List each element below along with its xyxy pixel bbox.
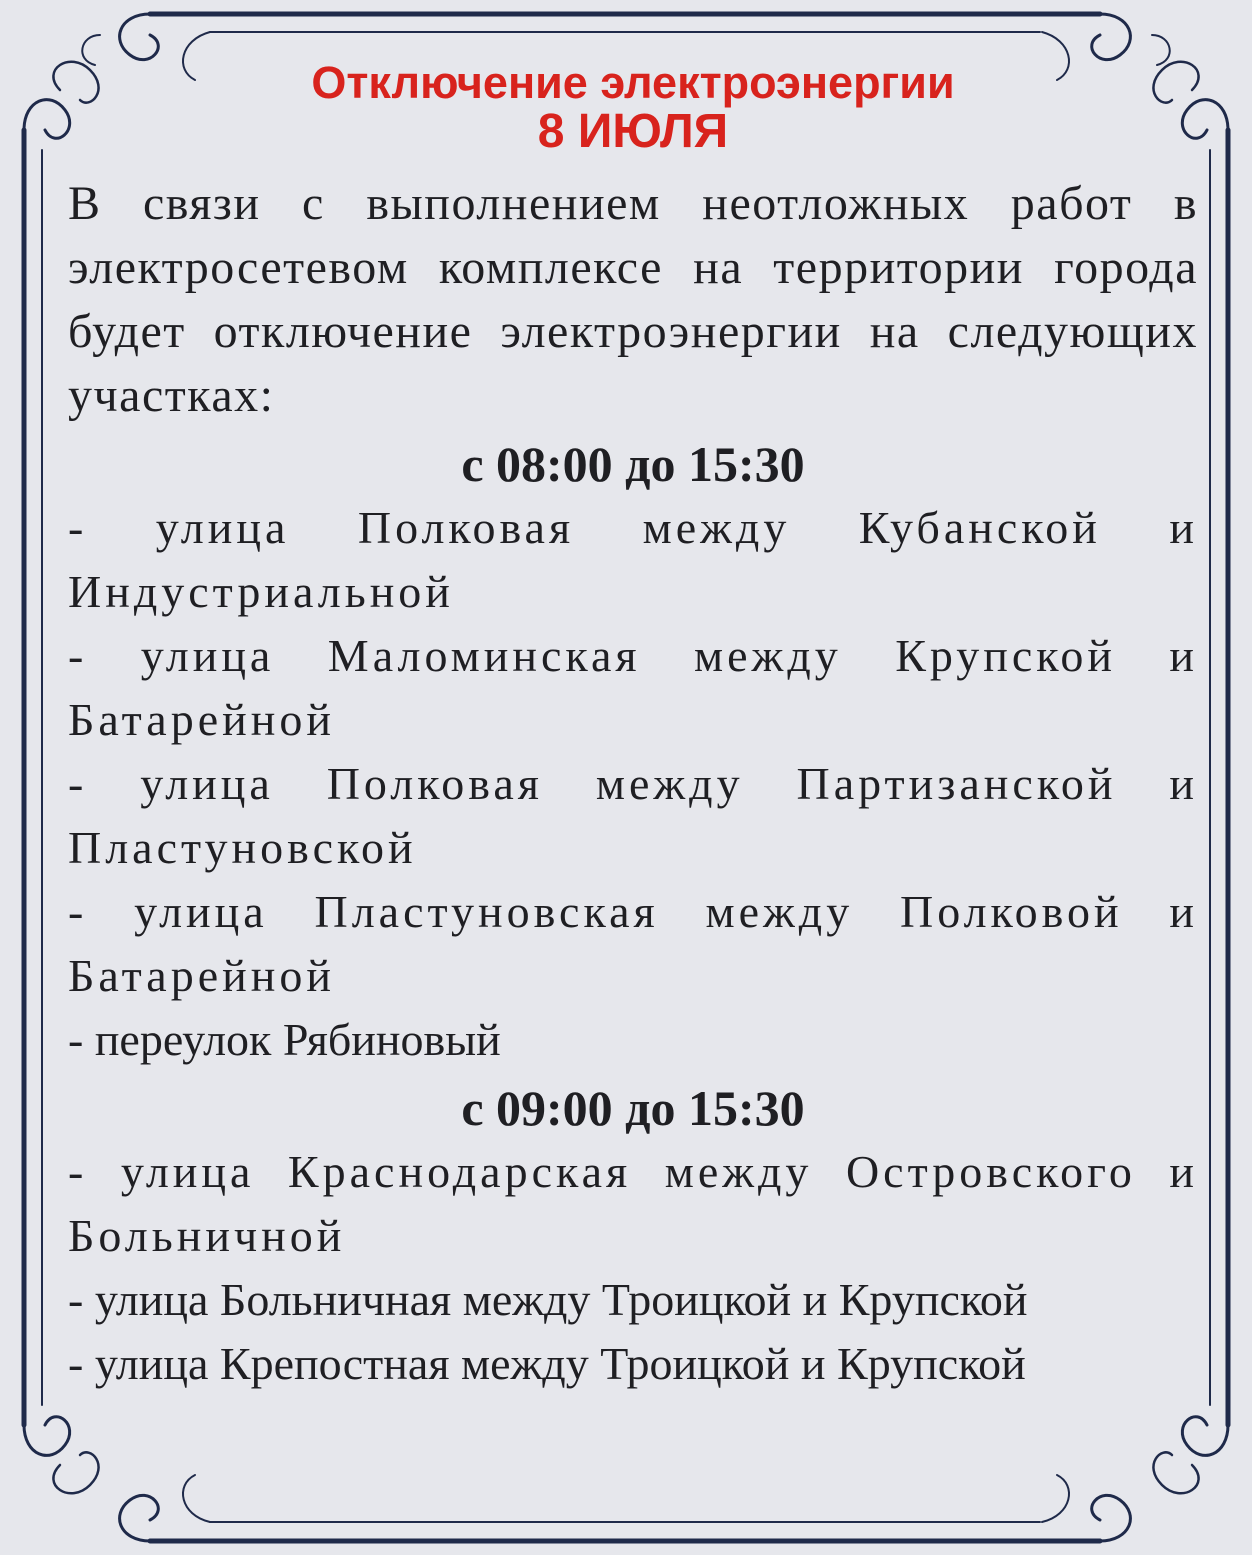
time-range-header: с 09:00 до 15:30	[461, 1080, 805, 1136]
list-item: - улица Пластуновская между Полковой и Батарейной	[68, 886, 1198, 1001]
list-item: - переулок Рябиновый	[68, 1014, 501, 1065]
list-item: - улица Полковая между Кубанской и Индустриальной	[68, 502, 1198, 617]
list-item: - улица Крепостная между Троицкой и Крупской	[68, 1338, 1026, 1389]
notice-date: 8 ИЮЛЯ	[537, 105, 729, 158]
list-item: - улица Полковая между Партизанской и Пластуновской	[68, 758, 1198, 873]
notice-title: Отключение электроэнергии	[311, 57, 955, 108]
schedule-section-1	[68, 432, 1198, 1072]
schedule-section-2	[68, 1076, 1198, 1396]
notice-content	[68, 57, 1198, 1396]
time-range-header: с 08:00 до 15:30	[461, 436, 805, 492]
list-item: - улица Маломинская между Крупской и Батарейной	[68, 630, 1198, 745]
list-item: - улица Краснодарская между Островского и Больничной	[68, 1146, 1198, 1261]
list-item: - улица Больничная между Троицкой и Крупской	[68, 1274, 1028, 1325]
notice-intro: В связи с выполнением неотложных работ в электросетевом комплексе на территории города будет отключение электроэнергии на следующих участках:	[68, 177, 1198, 422]
